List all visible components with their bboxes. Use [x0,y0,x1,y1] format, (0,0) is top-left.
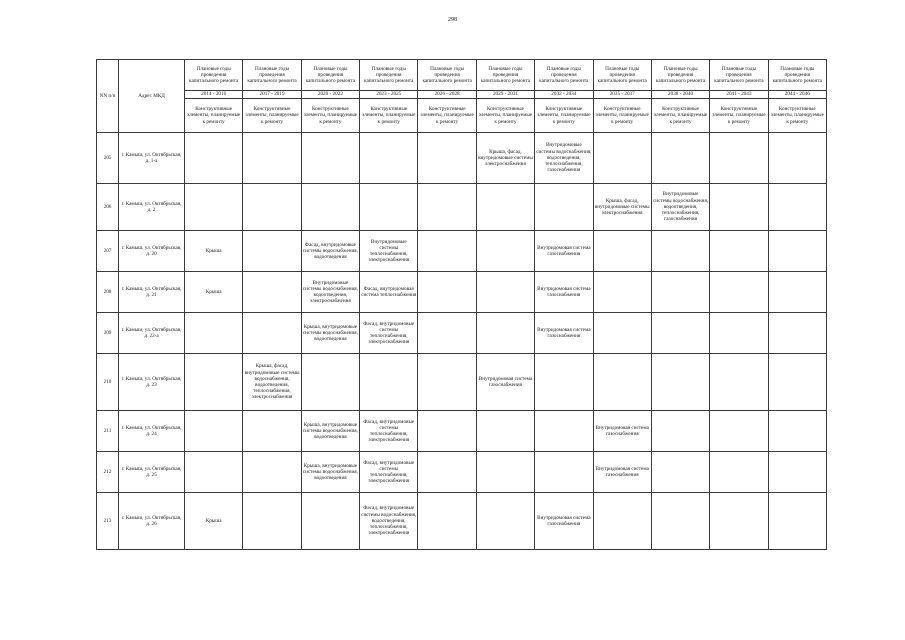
period-cell [185,411,243,452]
elements-header: Конструктивные элементы, планируемые к ремонту [593,99,651,133]
row-address: г. Камыш, ул. Октябрьская, д. 26 [119,493,185,550]
period-cell [360,184,418,231]
row-number: 207 [97,231,119,272]
period-cell [535,452,593,493]
period-cell: Внутридомовые системы водоснабжения, водоотведения, теплоснабжения, газоснабжения [535,133,593,184]
period-cell: Внутридомовая система газоснабжения [593,452,651,493]
period-header: 2041 - 2043 [710,91,768,99]
header-row-periods [97,91,827,99]
period-cell [593,231,651,272]
num-column-header: NN п/п [97,60,119,133]
period-cell: Внутридомовая система газоснабжения [535,493,593,550]
period-header: 2035 - 2037 [593,91,651,99]
row-address: г. Камыш, ул. Октябрьская, д. 21 [119,272,185,313]
row-address: г. Камыш, ул. Октябрьская, д. 24 [119,411,185,452]
period-cell [593,354,651,411]
period-cell [476,272,534,313]
period-cell: Фасад, внутридомовые системы водоснабжения, водоотведения [301,231,359,272]
row-number: 210 [97,354,119,411]
period-cell [418,231,476,272]
period-cell [185,313,243,354]
period-cell [418,184,476,231]
period-cell: Фасад, внутридомовые системы водоснабжения, водоотведения, теплоснабжения, электроснабжения [360,493,418,550]
period-cell [651,354,709,411]
period-cell: Внутридомовая система газоснабжения [535,231,593,272]
period-cell [710,272,768,313]
period-cell [593,493,651,550]
period-cell [243,272,301,313]
period-cell [476,231,534,272]
period-cell [243,493,301,550]
row-number: 212 [97,452,119,493]
period-cell [243,184,301,231]
period-cell [418,493,476,550]
period-cell: Крыша, фасад, внутридомовые системы электроснабжения [593,184,651,231]
period-cell [476,184,534,231]
years-header: Плановые годы проведения капитального ремонта [710,60,768,91]
period-cell [418,354,476,411]
period-cell [710,133,768,184]
table-row [97,231,827,272]
period-cell: Крыша, фасад, внутридомовые системы водоснабжения, водоотведения, теплоснабжения, электроснабжения [243,354,301,411]
period-cell [710,354,768,411]
period-cell [710,411,768,452]
period-cell [418,133,476,184]
table-row [97,133,827,184]
years-header: Плановые годы проведения капитального ремонта [476,60,534,91]
years-header: Плановые годы проведения капитального ремонта [535,60,593,91]
period-cell: Внутридомовые системы теплоснабжения, электроснабжения [360,231,418,272]
years-header: Плановые годы проведения капитального ремонта [651,60,709,91]
period-cell [710,184,768,231]
period-cell [710,493,768,550]
period-cell [243,452,301,493]
table-row [97,354,827,411]
period-cell [301,133,359,184]
period-cell [418,452,476,493]
period-cell: Крыша, внутридомовые системы водоснабжения, водоотведения [301,411,359,452]
period-cell [185,354,243,411]
period-cell [768,452,826,493]
period-header: 2038 - 2040 [651,91,709,99]
period-cell [768,313,826,354]
row-number: 211 [97,411,119,452]
table-row [97,452,827,493]
elements-header: Конструктивные элементы, планируемые к ремонту [360,99,418,133]
elements-header: Конструктивные элементы, планируемые к ремонту [418,99,476,133]
period-cell [768,231,826,272]
row-number: 208 [97,272,119,313]
period-header: 2014 - 2016 [185,91,243,99]
period-cell: Внутридомовые системы водоснабжения, водоотведения, электроснабжения [301,272,359,313]
period-cell: Внутридомовая система газоснабжения [535,272,593,313]
row-address: г. Камыш, ул. Октябрьская, д. 1-а [119,133,185,184]
period-cell: Крыша, фасад, внутридомовые системы электроснабжения [476,133,534,184]
years-header: Плановые годы проведения капитального ремонта [768,60,826,91]
period-header: 2032 - 2034 [535,91,593,99]
period-cell [185,133,243,184]
period-cell [768,411,826,452]
years-header: Плановые годы проведения капитального ремонта [185,60,243,91]
row-address: г. Камыш, ул. Октябрьская, д. 23 [119,354,185,411]
period-cell [476,452,534,493]
years-header: Плановые годы проведения капитального ремонта [593,60,651,91]
period-cell [710,231,768,272]
elements-header: Конструктивные элементы, планируемые к ремонту [651,99,709,133]
period-cell [710,452,768,493]
period-cell [768,133,826,184]
page-number: 298 [448,17,457,23]
period-cell [301,354,359,411]
period-cell: Внутридомовые системы водоснабжения, водоотведения, теплоснабжения, газоснабжения [651,184,709,231]
period-header: 2020 - 2022 [301,91,359,99]
header-row-years [97,60,827,91]
elements-header: Конструктивные элементы, планируемые к ремонту [535,99,593,133]
years-header: Плановые годы проведения капитального ремонта [301,60,359,91]
years-header: Плановые годы проведения капитального ремонта [360,60,418,91]
period-cell: Фасад, внутридомовые системы теплоснабжения, электроснабжения [360,452,418,493]
period-cell [243,133,301,184]
period-cell [476,313,534,354]
period-cell [593,313,651,354]
period-cell [185,452,243,493]
period-cell: Внутридомовая система газоснабжения [593,411,651,452]
elements-header: Конструктивные элементы, планируемые к ремонту [710,99,768,133]
years-header: Плановые годы проведения капитального ремонта [243,60,301,91]
period-cell [651,313,709,354]
row-address: г. Камыш, ул. Октябрьская, д. 25 [119,452,185,493]
period-cell [651,411,709,452]
years-header: Плановые годы проведения капитального ремонта [418,60,476,91]
period-cell: Фасад, внутридомовые системы теплоснабжения, электроснабжения [360,411,418,452]
period-cell [768,493,826,550]
row-number: 213 [97,493,119,550]
elements-header: Конструктивные элементы, планируемые к ремонту [768,99,826,133]
period-cell [651,452,709,493]
period-cell [593,272,651,313]
period-cell [476,493,534,550]
address-column-header: Адрес МКД [119,60,185,133]
row-address: г. Камыш, ул. Октябрьская, д. 2 [119,184,185,231]
period-cell [301,184,359,231]
elements-header: Конструктивные элементы, планируемые к ремонту [476,99,534,133]
period-cell: Крыша, внутридомовые системы водоснабжения, водоотведения [301,452,359,493]
table-row [97,272,827,313]
period-cell [535,184,593,231]
period-cell [301,493,359,550]
period-cell: Крыша [185,493,243,550]
period-cell [768,184,826,231]
period-cell: Фасад, внутридомовая система теплоснабжения [360,272,418,313]
period-cell [360,133,418,184]
period-cell: Внутридомовая система газоснабжения [476,354,534,411]
period-cell [768,354,826,411]
period-cell: Крыша [185,231,243,272]
period-header: 2044 - 2046 [768,91,826,99]
period-header: 2017 - 2019 [243,91,301,99]
period-header: 2029 - 2031 [476,91,534,99]
elements-header: Конструктивные элементы, планируемые к ремонту [301,99,359,133]
period-cell [593,133,651,184]
period-cell [243,231,301,272]
table-row [97,184,827,231]
period-cell [535,411,593,452]
period-cell: Крыша [185,272,243,313]
row-address: г. Камыш, ул. Октябрьская, д. 22-а [119,313,185,354]
period-cell [243,411,301,452]
row-number: 206 [97,184,119,231]
elements-header: Конструктивные элементы, планируемые к ремонту [243,99,301,133]
elements-header: Конструктивные элементы, планируемые к ремонту [185,99,243,133]
capital-repair-plan-table [96,59,827,550]
period-cell: Крыша, внутридомовые системы водоснабжения, водоотведения [301,313,359,354]
period-cell [651,133,709,184]
period-cell: Фасад, внутридомовые системы теплоснабжения, электроснабжения [360,313,418,354]
period-cell [651,493,709,550]
period-cell [418,313,476,354]
period-cell [768,272,826,313]
period-cell [651,272,709,313]
header-row-elements [97,99,827,133]
period-cell [651,231,709,272]
period-cell [418,411,476,452]
period-cell: Внутридомовая система газоснабжения [535,313,593,354]
period-header: 2023 - 2025 [360,91,418,99]
period-cell [185,184,243,231]
period-cell [243,313,301,354]
row-address: г. Камыш, ул. Октябрьская, д. 20 [119,231,185,272]
table-row [97,411,827,452]
row-number: 209 [97,313,119,354]
table-row [97,493,827,550]
table-row [97,313,827,354]
period-cell [710,313,768,354]
period-cell [418,272,476,313]
period-cell [535,354,593,411]
row-number: 205 [97,133,119,184]
period-header: 2026 - 2028 [418,91,476,99]
table-body [97,133,827,550]
period-cell [360,354,418,411]
period-cell [476,411,534,452]
